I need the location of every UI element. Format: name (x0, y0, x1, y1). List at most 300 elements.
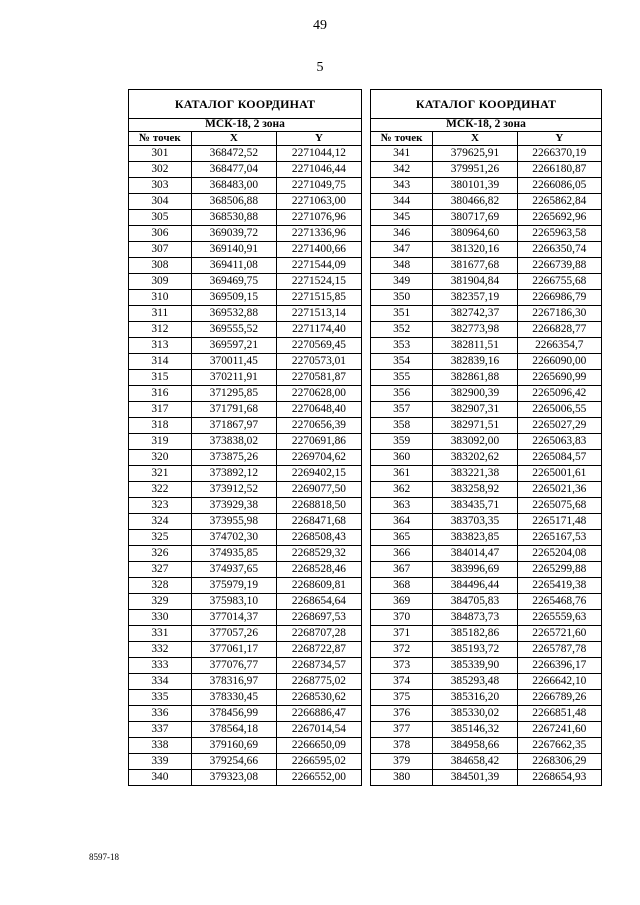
y-coordinate-cell: 2271513,14 (276, 306, 361, 322)
y-coordinate-cell: 2266180,87 (517, 162, 601, 178)
x-coordinate-cell: 373929,38 (191, 498, 276, 514)
table-row (129, 722, 362, 738)
x-coordinate-cell: 368530,88 (191, 210, 276, 226)
x-coordinate-cell: 378456,99 (191, 706, 276, 722)
point-number-cell: 342 (371, 162, 433, 178)
y-coordinate-cell: 2267186,30 (517, 306, 601, 322)
x-coordinate-cell: 384501,39 (433, 770, 517, 786)
point-number-cell: 321 (129, 466, 192, 482)
y-coordinate-cell: 2266595,02 (276, 754, 361, 770)
point-number-cell: 377 (371, 722, 433, 738)
table-row (371, 466, 602, 482)
x-coordinate-cell: 371791,68 (191, 402, 276, 418)
point-number-cell: 349 (371, 274, 433, 290)
point-number-cell: 303 (129, 178, 192, 194)
x-coordinate-cell: 369411,08 (191, 258, 276, 274)
table-row (371, 658, 602, 674)
x-coordinate-cell: 374937,65 (191, 562, 276, 578)
table-row (129, 146, 362, 162)
table-row (129, 658, 362, 674)
x-coordinate-cell: 384496,44 (433, 578, 517, 594)
document-code: 8597-18 (89, 852, 119, 862)
x-coordinate-cell: 382811,51 (433, 338, 517, 354)
point-number-cell: 363 (371, 498, 433, 514)
table-row (129, 754, 362, 770)
y-coordinate-cell: 2266354,7 (517, 338, 601, 354)
point-number-cell: 366 (371, 546, 433, 562)
point-number-cell: 316 (129, 386, 192, 402)
y-coordinate-cell: 2268734,57 (276, 658, 361, 674)
column-header-y: Y (517, 132, 601, 146)
y-coordinate-cell: 2266396,17 (517, 658, 601, 674)
y-coordinate-cell: 2265006,55 (517, 402, 601, 418)
x-coordinate-cell: 383996,69 (433, 562, 517, 578)
x-coordinate-cell: 374702,30 (191, 530, 276, 546)
point-number-cell: 312 (129, 322, 192, 338)
point-number-cell: 350 (371, 290, 433, 306)
y-coordinate-cell: 2268306,29 (517, 754, 601, 770)
point-number-cell: 310 (129, 290, 192, 306)
y-coordinate-cell: 2266086,05 (517, 178, 601, 194)
x-coordinate-cell: 382839,16 (433, 354, 517, 370)
x-coordinate-cell: 382773,98 (433, 322, 517, 338)
x-coordinate-cell: 383823,85 (433, 530, 517, 546)
table-row (371, 706, 602, 722)
table-row (371, 482, 602, 498)
x-coordinate-cell: 381904,84 (433, 274, 517, 290)
y-coordinate-cell: 2266090,00 (517, 354, 601, 370)
table-row (371, 610, 602, 626)
x-coordinate-cell: 384014,47 (433, 546, 517, 562)
table-row (129, 610, 362, 626)
point-number-cell: 355 (371, 370, 433, 386)
point-number-cell: 306 (129, 226, 192, 242)
point-number-cell: 380 (371, 770, 433, 786)
x-coordinate-cell: 380964,60 (433, 226, 517, 242)
y-coordinate-cell: 2271544,09 (276, 258, 361, 274)
table-row (129, 498, 362, 514)
table-row (129, 306, 362, 322)
table-row (371, 738, 602, 754)
table-row (129, 226, 362, 242)
point-number-cell: 329 (129, 594, 192, 610)
point-number-cell: 334 (129, 674, 192, 690)
column-header-point-number: № точек (129, 132, 192, 146)
y-coordinate-cell: 2271049,75 (276, 178, 361, 194)
x-coordinate-cell: 379625,91 (433, 146, 517, 162)
point-number-cell: 314 (129, 354, 192, 370)
y-coordinate-cell: 2270691,86 (276, 434, 361, 450)
table-row (129, 338, 362, 354)
table-row (371, 210, 602, 226)
point-number-cell: 302 (129, 162, 192, 178)
table-row (371, 306, 602, 322)
point-number-cell: 376 (371, 706, 433, 722)
point-number-cell: 360 (371, 450, 433, 466)
table-row (371, 642, 602, 658)
y-coordinate-cell: 2268818,50 (276, 498, 361, 514)
point-number-cell: 372 (371, 642, 433, 658)
x-coordinate-cell: 380717,69 (433, 210, 517, 226)
x-coordinate-cell: 369555,52 (191, 322, 276, 338)
table-row (129, 690, 362, 706)
x-coordinate-cell: 369039,72 (191, 226, 276, 242)
table-row (129, 258, 362, 274)
point-number-cell: 308 (129, 258, 192, 274)
y-coordinate-cell: 2271400,66 (276, 242, 361, 258)
x-coordinate-cell: 379323,08 (191, 770, 276, 786)
y-coordinate-cell: 2268722,87 (276, 642, 361, 658)
x-coordinate-cell: 378330,45 (191, 690, 276, 706)
point-number-cell: 332 (129, 642, 192, 658)
point-number-cell: 345 (371, 210, 433, 226)
y-coordinate-cell: 2265862,84 (517, 194, 601, 210)
point-number-cell: 337 (129, 722, 192, 738)
x-coordinate-cell: 381320,16 (433, 242, 517, 258)
y-coordinate-cell: 2266739,88 (517, 258, 601, 274)
x-coordinate-cell: 385316,20 (433, 690, 517, 706)
x-coordinate-cell: 382971,51 (433, 418, 517, 434)
table-row (371, 434, 602, 450)
y-coordinate-cell: 2267662,35 (517, 738, 601, 754)
table-row (371, 770, 602, 786)
y-coordinate-cell: 2265084,57 (517, 450, 601, 466)
point-number-cell: 331 (129, 626, 192, 642)
y-coordinate-cell: 2268471,68 (276, 514, 361, 530)
y-coordinate-cell: 2268707,28 (276, 626, 361, 642)
table-row (371, 754, 602, 770)
point-number-cell: 364 (371, 514, 433, 530)
point-number-cell: 378 (371, 738, 433, 754)
y-coordinate-cell: 2268530,62 (276, 690, 361, 706)
x-coordinate-cell: 381677,68 (433, 258, 517, 274)
page-number-section: 5 (316, 60, 324, 75)
point-number-cell: 369 (371, 594, 433, 610)
x-coordinate-cell: 373955,98 (191, 514, 276, 530)
table-row (129, 434, 362, 450)
y-coordinate-cell: 2266789,26 (517, 690, 601, 706)
y-coordinate-cell: 2265963,58 (517, 226, 601, 242)
x-coordinate-cell: 377076,77 (191, 658, 276, 674)
x-coordinate-cell: 377061,17 (191, 642, 276, 658)
y-coordinate-cell: 2269402,15 (276, 466, 361, 482)
table-row (371, 226, 602, 242)
x-coordinate-cell: 368477,04 (191, 162, 276, 178)
point-number-cell: 333 (129, 658, 192, 674)
y-coordinate-cell: 2265721,60 (517, 626, 601, 642)
point-number-cell: 335 (129, 690, 192, 706)
table-row (371, 258, 602, 274)
table-row (129, 466, 362, 482)
table-row (371, 194, 602, 210)
y-coordinate-cell: 2270573,01 (276, 354, 361, 370)
x-coordinate-cell: 374935,85 (191, 546, 276, 562)
coordinate-system-zone: МСК-18, 2 зона (129, 119, 362, 132)
x-coordinate-cell: 385193,72 (433, 642, 517, 658)
point-number-cell: 347 (371, 242, 433, 258)
table-row (371, 626, 602, 642)
coordinate-system-zone: МСК-18, 2 зона (371, 119, 602, 132)
y-coordinate-cell: 2266650,09 (276, 738, 361, 754)
catalog-title: КАТАЛОГ КООРДИНАТ (371, 90, 602, 119)
y-coordinate-cell: 2266552,00 (276, 770, 361, 786)
point-number-cell: 323 (129, 498, 192, 514)
table-row (371, 690, 602, 706)
coordinate-catalog-left (128, 89, 362, 786)
table-row (371, 354, 602, 370)
y-coordinate-cell: 2265027,29 (517, 418, 601, 434)
table-row (129, 578, 362, 594)
table-row (371, 498, 602, 514)
x-coordinate-cell: 373892,12 (191, 466, 276, 482)
y-coordinate-cell: 2269704,62 (276, 450, 361, 466)
table-row (129, 370, 362, 386)
table-row (129, 194, 362, 210)
point-number-cell: 313 (129, 338, 192, 354)
x-coordinate-cell: 368472,52 (191, 146, 276, 162)
y-coordinate-cell: 2266986,79 (517, 290, 601, 306)
coordinate-catalog-right (370, 89, 602, 786)
table-row (371, 418, 602, 434)
y-coordinate-cell: 2265204,08 (517, 546, 601, 562)
x-coordinate-cell: 380101,39 (433, 178, 517, 194)
point-number-cell: 344 (371, 194, 433, 210)
table-row (371, 370, 602, 386)
x-coordinate-cell: 385293,48 (433, 674, 517, 690)
point-number-cell: 318 (129, 418, 192, 434)
table-row (129, 274, 362, 290)
y-coordinate-cell: 2265075,68 (517, 498, 601, 514)
y-coordinate-cell: 2267241,60 (517, 722, 601, 738)
y-coordinate-cell: 2265787,78 (517, 642, 601, 658)
point-number-cell: 340 (129, 770, 192, 786)
y-coordinate-cell: 2271046,44 (276, 162, 361, 178)
x-coordinate-cell: 384958,66 (433, 738, 517, 754)
x-coordinate-cell: 384658,42 (433, 754, 517, 770)
point-number-cell: 336 (129, 706, 192, 722)
table-row (129, 530, 362, 546)
table-row (371, 674, 602, 690)
point-number-cell: 362 (371, 482, 433, 498)
point-number-cell: 365 (371, 530, 433, 546)
table-row (129, 562, 362, 578)
table-row (129, 402, 362, 418)
point-number-cell: 341 (371, 146, 433, 162)
x-coordinate-cell: 383703,35 (433, 514, 517, 530)
x-coordinate-cell: 384705,83 (433, 594, 517, 610)
point-number-cell: 315 (129, 370, 192, 386)
x-coordinate-cell: 370011,45 (191, 354, 276, 370)
x-coordinate-cell: 377057,26 (191, 626, 276, 642)
x-coordinate-cell: 383221,38 (433, 466, 517, 482)
point-number-cell: 317 (129, 402, 192, 418)
column-header-point-number: № точек (371, 132, 433, 146)
point-number-cell: 361 (371, 466, 433, 482)
point-number-cell: 327 (129, 562, 192, 578)
page-number-top: 49 (313, 18, 327, 33)
table-row (129, 546, 362, 562)
point-number-cell: 305 (129, 210, 192, 226)
catalog-rows (129, 146, 362, 786)
x-coordinate-cell: 369532,88 (191, 306, 276, 322)
y-coordinate-cell: 2265171,48 (517, 514, 601, 530)
table-row (371, 386, 602, 402)
point-number-cell: 319 (129, 434, 192, 450)
x-coordinate-cell: 382861,88 (433, 370, 517, 386)
y-coordinate-cell: 2266828,77 (517, 322, 601, 338)
table-row (371, 146, 602, 162)
y-coordinate-cell: 2265063,83 (517, 434, 601, 450)
point-number-cell: 373 (371, 658, 433, 674)
x-coordinate-cell: 379951,26 (433, 162, 517, 178)
y-coordinate-cell: 2271515,85 (276, 290, 361, 306)
table-row (129, 162, 362, 178)
x-coordinate-cell: 380466,82 (433, 194, 517, 210)
x-coordinate-cell: 382742,37 (433, 306, 517, 322)
y-coordinate-cell: 2270656,39 (276, 418, 361, 434)
column-header-x: X (433, 132, 517, 146)
point-number-cell: 320 (129, 450, 192, 466)
table-row (371, 562, 602, 578)
table-row (129, 626, 362, 642)
y-coordinate-cell: 2271044,12 (276, 146, 361, 162)
point-number-cell: 370 (371, 610, 433, 626)
y-coordinate-cell: 2265559,63 (517, 610, 601, 626)
y-coordinate-cell: 2265096,42 (517, 386, 601, 402)
x-coordinate-cell: 371295,85 (191, 386, 276, 402)
x-coordinate-cell: 373875,26 (191, 450, 276, 466)
point-number-cell: 322 (129, 482, 192, 498)
table-row (129, 674, 362, 690)
point-number-cell: 301 (129, 146, 192, 162)
y-coordinate-cell: 2266886,47 (276, 706, 361, 722)
x-coordinate-cell: 383202,62 (433, 450, 517, 466)
x-coordinate-cell: 369140,91 (191, 242, 276, 258)
x-coordinate-cell: 378564,18 (191, 722, 276, 738)
y-coordinate-cell: 2266755,68 (517, 274, 601, 290)
x-coordinate-cell: 368506,88 (191, 194, 276, 210)
y-coordinate-cell: 2270648,40 (276, 402, 361, 418)
table-row (129, 594, 362, 610)
x-coordinate-cell: 385146,32 (433, 722, 517, 738)
y-coordinate-cell: 2265167,53 (517, 530, 601, 546)
x-coordinate-cell: 373838,02 (191, 434, 276, 450)
point-number-cell: 326 (129, 546, 192, 562)
table-row (129, 418, 362, 434)
point-number-cell: 379 (371, 754, 433, 770)
point-number-cell: 357 (371, 402, 433, 418)
y-coordinate-cell: 2268508,43 (276, 530, 361, 546)
point-number-cell: 352 (371, 322, 433, 338)
table-row (371, 530, 602, 546)
point-number-cell: 358 (371, 418, 433, 434)
y-coordinate-cell: 2268697,53 (276, 610, 361, 626)
table-row (129, 450, 362, 466)
table-row (371, 322, 602, 338)
y-coordinate-cell: 2268528,46 (276, 562, 361, 578)
point-number-cell: 371 (371, 626, 433, 642)
table-row (371, 178, 602, 194)
y-coordinate-cell: 2270569,45 (276, 338, 361, 354)
y-coordinate-cell: 2265692,96 (517, 210, 601, 226)
point-number-cell: 309 (129, 274, 192, 290)
x-coordinate-cell: 385330,02 (433, 706, 517, 722)
point-number-cell: 346 (371, 226, 433, 242)
x-coordinate-cell: 368483,00 (191, 178, 276, 194)
table-row (371, 402, 602, 418)
table-row (129, 482, 362, 498)
x-coordinate-cell: 379254,66 (191, 754, 276, 770)
point-number-cell: 354 (371, 354, 433, 370)
x-coordinate-cell: 369469,75 (191, 274, 276, 290)
point-number-cell: 375 (371, 690, 433, 706)
y-coordinate-cell: 2270581,87 (276, 370, 361, 386)
y-coordinate-cell: 2268654,93 (517, 770, 601, 786)
x-coordinate-cell: 382907,31 (433, 402, 517, 418)
table-row (371, 338, 602, 354)
x-coordinate-cell: 369509,15 (191, 290, 276, 306)
x-coordinate-cell: 375983,10 (191, 594, 276, 610)
x-coordinate-cell: 378316,97 (191, 674, 276, 690)
x-coordinate-cell: 382357,19 (433, 290, 517, 306)
x-coordinate-cell: 370211,91 (191, 370, 276, 386)
point-number-cell: 348 (371, 258, 433, 274)
point-number-cell: 339 (129, 754, 192, 770)
x-coordinate-cell: 383092,00 (433, 434, 517, 450)
table-row (129, 178, 362, 194)
x-coordinate-cell: 375979,19 (191, 578, 276, 594)
y-coordinate-cell: 2270628,00 (276, 386, 361, 402)
y-coordinate-cell: 2271336,96 (276, 226, 361, 242)
y-coordinate-cell: 2266350,74 (517, 242, 601, 258)
table-row (371, 546, 602, 562)
column-header-x: X (191, 132, 276, 146)
table-row (371, 162, 602, 178)
y-coordinate-cell: 2265021,36 (517, 482, 601, 498)
table-row (129, 706, 362, 722)
point-number-cell: 328 (129, 578, 192, 594)
x-coordinate-cell: 385182,86 (433, 626, 517, 642)
y-coordinate-cell: 2268654,64 (276, 594, 361, 610)
y-coordinate-cell: 2267014,54 (276, 722, 361, 738)
point-number-cell: 367 (371, 562, 433, 578)
point-number-cell: 374 (371, 674, 433, 690)
point-number-cell: 324 (129, 514, 192, 530)
table-row (371, 578, 602, 594)
x-coordinate-cell: 382900,39 (433, 386, 517, 402)
x-coordinate-cell: 379160,69 (191, 738, 276, 754)
catalog-title: КАТАЛОГ КООРДИНАТ (129, 90, 362, 119)
table-row (371, 274, 602, 290)
table-row (129, 738, 362, 754)
table-row (371, 594, 602, 610)
x-coordinate-cell: 377014,37 (191, 610, 276, 626)
table-row (371, 514, 602, 530)
table-row (129, 770, 362, 786)
x-coordinate-cell: 384873,73 (433, 610, 517, 626)
y-coordinate-cell: 2265468,76 (517, 594, 601, 610)
table-row (129, 210, 362, 226)
table-row (129, 322, 362, 338)
table-row (371, 722, 602, 738)
point-number-cell: 359 (371, 434, 433, 450)
point-number-cell: 343 (371, 178, 433, 194)
x-coordinate-cell: 385339,90 (433, 658, 517, 674)
y-coordinate-cell: 2265419,38 (517, 578, 601, 594)
y-coordinate-cell: 2265001,61 (517, 466, 601, 482)
point-number-cell: 368 (371, 578, 433, 594)
point-number-cell: 307 (129, 242, 192, 258)
